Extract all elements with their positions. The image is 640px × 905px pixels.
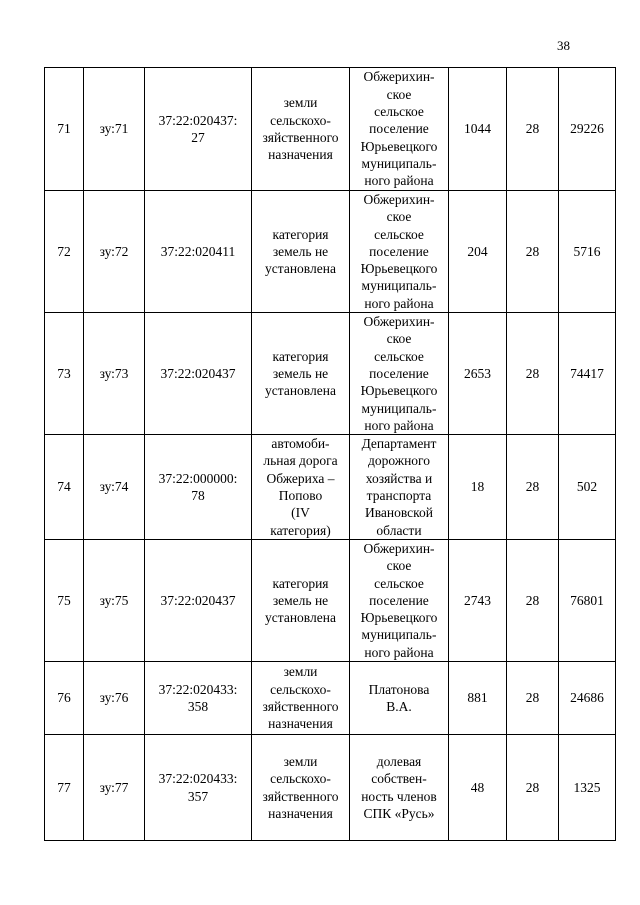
rate-cell: 28 [507, 735, 559, 841]
owner-cell-line: Департамент [361, 436, 437, 452]
land-category-cell-line: зяйственного [262, 699, 339, 715]
owner-cell [350, 662, 449, 735]
land-category-cell-line: земель не [272, 365, 329, 381]
owner-cell-line: поселение [369, 121, 429, 137]
land-category-cell-line: категория [272, 575, 329, 591]
owner-cell [350, 191, 449, 313]
owner-cell-line: хозяйства и [365, 470, 433, 486]
plot-code-cell: зу:74 [84, 435, 145, 540]
land-category-cell-line: (IV [291, 505, 310, 521]
owner-cell-line: ское [386, 558, 412, 574]
owner-cell-line: муниципаль- [361, 400, 437, 416]
land-category-cell [252, 68, 350, 191]
row-number-cell: 75 [45, 539, 84, 661]
owner-cell-line: Обжерихин- [363, 69, 435, 85]
land-category-cell-line: сельскохо- [270, 681, 331, 697]
owner-cell [350, 68, 449, 191]
owner-cell-line: поселение [369, 592, 429, 608]
area-cell: 1044 [449, 68, 507, 191]
owner-cell-line: сельское [374, 226, 424, 242]
land-category-cell-line: земли [283, 664, 318, 680]
total-cell: 502 [559, 435, 616, 540]
land-category-cell-line: автомоби- [271, 436, 330, 452]
area-cell: 2743 [449, 539, 507, 661]
owner-cell-line: собствен- [371, 771, 427, 787]
plot-code-cell: зу:77 [84, 735, 145, 841]
row-number-cell: 77 [45, 735, 84, 841]
cadastral-number-cell [145, 68, 252, 191]
cadastral-number-cell-line: 37:22:020437: [158, 112, 238, 128]
land-category-cell [252, 662, 350, 735]
cadastral-number-cell-line: 358 [187, 699, 209, 715]
row-number-cell: 72 [45, 191, 84, 313]
total-cell: 1325 [559, 735, 616, 841]
land-category-cell-line: Попово [278, 488, 323, 504]
owner-cell-line: Юрьевецкого [360, 138, 438, 154]
owner-cell-line: поселение [369, 243, 429, 259]
owner-cell-line: ного района [364, 644, 434, 660]
owner-cell [350, 539, 449, 661]
land-category-cell-line: установлена [265, 610, 336, 626]
land-category-cell-line: назначения [268, 716, 333, 732]
cadastral-number-cell-line: 27 [191, 130, 205, 145]
rate-cell: 28 [507, 662, 559, 735]
owner-cell-line: Платонова [368, 681, 430, 697]
cadastral-number-cell-line: 37:22:000000: [158, 470, 238, 486]
owner-cell-line: области [376, 522, 422, 538]
cadastral-number-cell [145, 662, 252, 735]
owner-cell-line: ного района [364, 417, 434, 433]
owner-cell-line: Юрьевецкого [360, 610, 438, 626]
cadastral-number-cell-line: 357 [187, 788, 209, 804]
owner-cell-line: поселение [369, 365, 429, 381]
total-cell: 29226 [559, 68, 616, 191]
row-number-cell: 74 [45, 435, 84, 540]
cadastral-number-cell [145, 735, 252, 841]
land-category-cell-line: категория [272, 226, 329, 242]
owner-cell-line: СПК «Русь» [363, 805, 435, 821]
cadastral-number-cell-line: 37:22:020437 [160, 365, 236, 381]
owner-cell-line: Юрьевецкого [360, 261, 438, 277]
area-cell: 2653 [449, 313, 507, 435]
land-plots-table [44, 67, 616, 841]
owner-cell-line: муниципаль- [361, 278, 437, 294]
owner-cell-line: сельское [374, 104, 424, 120]
owner-cell-line: ность членов [361, 788, 437, 804]
land-category-cell-line: категория) [270, 522, 331, 538]
land-category-cell-line: установлена [265, 261, 336, 277]
cadastral-number-cell [145, 435, 252, 540]
row-number-cell: 73 [45, 313, 84, 435]
cadastral-number-cell-line: 37:22:020411 [160, 243, 236, 259]
cadastral-number-cell [145, 191, 252, 313]
plot-code-cell: зу:76 [84, 662, 145, 735]
owner-cell-line: сельское [374, 575, 424, 591]
owner-cell [350, 313, 449, 435]
land-category-cell [252, 539, 350, 661]
cadastral-number-cell-line: 37:22:020433: [158, 771, 238, 787]
land-category-cell [252, 191, 350, 313]
total-cell: 24686 [559, 662, 616, 735]
total-cell: 76801 [559, 539, 616, 661]
owner-cell-line: муниципаль- [361, 155, 437, 171]
land-category-cell-line: Обжериха – [266, 470, 335, 486]
table-row [45, 539, 616, 661]
owner-cell-line: сельское [374, 348, 424, 364]
area-cell: 204 [449, 191, 507, 313]
total-cell: 5716 [559, 191, 616, 313]
plot-code-cell: зу:73 [84, 313, 145, 435]
owner-cell-line: Обжерихин- [363, 314, 435, 330]
page-number: 38 [557, 38, 570, 53]
rate-cell: 28 [507, 435, 559, 540]
rate-cell: 28 [507, 313, 559, 435]
plot-code-cell: зу:72 [84, 191, 145, 313]
owner-cell-line: ного района [364, 295, 434, 311]
land-category-cell-line: земель не [272, 592, 329, 608]
cadastral-number-cell [145, 313, 252, 435]
owner-cell-line: Ивановской [364, 505, 434, 521]
table-row [45, 68, 616, 191]
land-category-cell [252, 435, 350, 540]
plot-code-cell: зу:71 [84, 68, 145, 191]
rate-cell: 28 [507, 539, 559, 661]
owner-cell-line: дорожного [367, 453, 431, 469]
plot-code-cell: зу:75 [84, 539, 145, 661]
cadastral-number-cell-line: 37:22:020437 [160, 592, 236, 608]
area-cell: 881 [449, 662, 507, 735]
owner-cell-line: Обжерихин- [363, 540, 435, 556]
owner-cell-line: ного района [364, 173, 434, 189]
land-category-cell-line: назначения [268, 147, 333, 163]
total-cell: 74417 [559, 313, 616, 435]
land-category-cell-line: зяйственного [262, 130, 339, 145]
owner-cell [350, 735, 449, 841]
land-category-cell [252, 735, 350, 841]
owner-cell-line: ское [386, 86, 412, 102]
table-row [45, 735, 616, 841]
area-cell: 18 [449, 435, 507, 540]
owner-cell-line: Юрьевецкого [360, 383, 438, 399]
land-category-cell-line: льная дорога [263, 453, 338, 469]
land-category-cell-line: установлена [265, 383, 336, 399]
row-number-cell: 71 [45, 68, 84, 191]
table-row [45, 662, 616, 735]
owner-cell [350, 435, 449, 540]
land-category-cell [252, 313, 350, 435]
cadastral-number-cell [145, 539, 252, 661]
land-category-cell-line: сельскохо- [270, 771, 331, 787]
land-category-cell-line: категория [272, 348, 329, 364]
area-cell: 48 [449, 735, 507, 841]
land-category-cell-line: земель не [272, 243, 329, 259]
owner-cell-line: ское [386, 331, 412, 347]
land-category-cell-line: земли [283, 95, 318, 111]
land-category-cell-line: земли [283, 753, 318, 769]
owner-cell-line: транспорта [366, 488, 432, 504]
cadastral-number-cell-line: 78 [191, 488, 205, 504]
rate-cell: 28 [507, 191, 559, 313]
owner-cell-line: долевая [376, 753, 422, 769]
land-category-cell-line: назначения [268, 805, 333, 821]
owner-cell-line: В.А. [386, 699, 412, 715]
table-row [45, 313, 616, 435]
owner-cell-line: ское [386, 209, 412, 225]
owner-cell-line: муниципаль- [361, 627, 437, 643]
rate-cell: 28 [507, 68, 559, 191]
land-category-cell-line: сельскохо- [270, 112, 331, 128]
row-number-cell: 76 [45, 662, 84, 735]
owner-cell-line: Обжерихин- [363, 192, 435, 207]
table-row [45, 191, 616, 313]
cadastral-number-cell-line: 37:22:020433: [158, 681, 238, 697]
table-row [45, 435, 616, 540]
land-category-cell-line: зяйственного [262, 788, 339, 804]
